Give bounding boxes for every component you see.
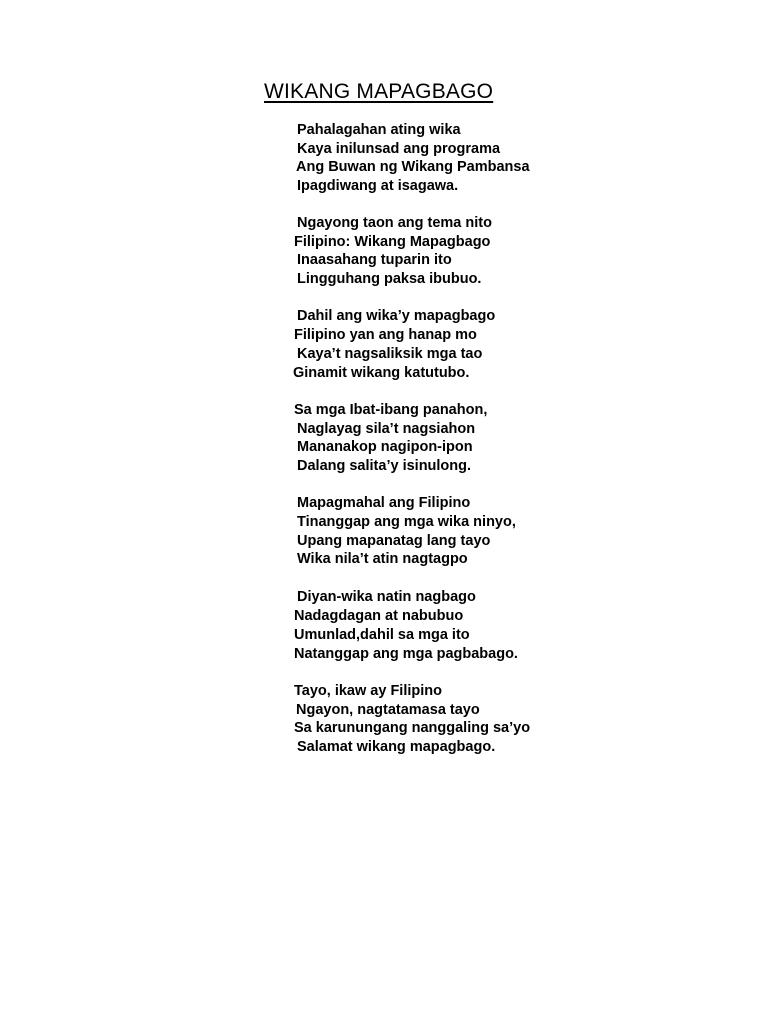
stanza-2-line-1: Ngayong taon ang tema nito bbox=[297, 215, 492, 231]
stanza-1-line-2: Kaya inilunsad ang programa bbox=[297, 141, 501, 157]
stanza-5-line-3: Upang mapanatag lang tayo bbox=[297, 533, 491, 549]
stanza-7-line-2: Ngayon, nagtatamasa tayo bbox=[296, 702, 480, 718]
stanza-2-line-3: Inaasahang tuparin ito bbox=[297, 252, 452, 268]
stanza-3-line-4: Ginamit wikang katutubo. bbox=[293, 365, 470, 381]
stanza-5-line-4: Wika nila’t atin nagtagpo bbox=[297, 551, 468, 567]
stanza-3-line-1: Dahil ang wika’y mapagbago bbox=[297, 308, 496, 324]
stanza-4-line-1: Sa mga Ibat-ibang panahon, bbox=[294, 402, 488, 418]
stanza-3-line-2: Filipino yan ang hanap mo bbox=[294, 327, 477, 343]
stanza-4-line-2: Naglayag sila’t nagsiahon bbox=[297, 421, 476, 437]
stanza-5-line-2: Tinanggap ang mga wika ninyo, bbox=[297, 514, 516, 530]
stanza-1-line-1: Pahalagahan ating wika bbox=[297, 122, 461, 138]
stanza-4-line-4: Dalang salita’y isinulong. bbox=[297, 458, 472, 474]
stanza-6-line-3: Umunlad,dahil sa mga ito bbox=[294, 627, 470, 643]
stanza-4-line-3: Mananakop nagipon-ipon bbox=[297, 439, 473, 455]
stanza-6-line-2: Nadagdagan at nabubuo bbox=[294, 608, 464, 624]
stanza-1-line-4: Ipagdiwang at isagawa. bbox=[297, 178, 459, 194]
stanza-7-line-3: Sa karunungang nanggaling sa’yo bbox=[294, 720, 531, 736]
poem-title: WIKANG MAPAGBAGO bbox=[264, 80, 494, 103]
stanza-5-line-1: Mapagmahal ang Filipino bbox=[297, 495, 471, 511]
stanza-1-line-3: Ang Buwan ng Wikang Pambansa bbox=[296, 159, 530, 175]
stanza-7-line-4: Salamat wikang mapagbago. bbox=[297, 739, 496, 755]
stanza-2-line-4: Lingguhang paksa ibubuo. bbox=[297, 271, 482, 287]
stanza-3-line-3: Kaya’t nagsaliksik mga tao bbox=[297, 346, 483, 362]
stanza-7-line-1: Tayo, ikaw ay Filipino bbox=[294, 683, 442, 699]
stanza-2-line-2: Filipino: Wikang Mapagbago bbox=[294, 234, 491, 250]
stanza-6-line-4: Natanggap ang mga pagbabago. bbox=[294, 646, 518, 662]
stanza-6-line-1: Diyan-wika natin nagbago bbox=[297, 589, 476, 605]
